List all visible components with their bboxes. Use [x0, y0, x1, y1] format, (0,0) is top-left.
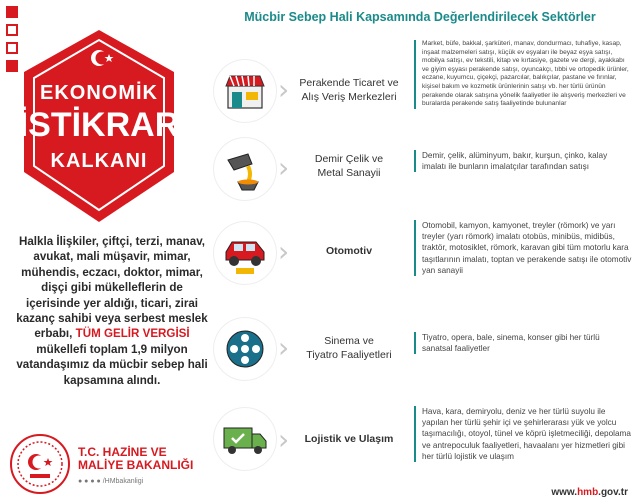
molten-metal-icon — [214, 138, 276, 200]
left-summary-text — [14, 234, 210, 388]
chevron-right-icon: › — [278, 151, 290, 184]
chevron-right-icon: › — [278, 73, 290, 106]
sector-name — [290, 432, 408, 446]
badge-line-economic: EKONOMİK — [40, 82, 158, 104]
social-icons: ● ● ● ● — [78, 478, 103, 485]
sector-name — [290, 334, 408, 362]
ministry-emblem-icon — [8, 432, 72, 496]
sector-name-line1: Lojistik ve Ulaşım — [304, 433, 394, 445]
website-url[interactable] — [551, 487, 628, 498]
sector-description: Otomobil, kamyon, kamyonet, treyler (römork) ve yarı treyler (yarı römork) imalatı otobüs, minibüs, midibüs, traktör, motosiklet, römork, karavan gibi tüm motorlu kara taşıtlarının imalatı, toptan ve perakende satışı ile otomotiv yan sanayii — [414, 220, 632, 276]
square-icon — [6, 6, 18, 18]
sector-name-line1: Demir Çelik ve — [314, 153, 384, 165]
sector-description: Hava, kara, demiryolu, deniz ve her türlü suyolu ile yapılan her türlü şehir içi ve şehirlerarası yük ve yolcu taşımacılığı, otoyol, tünel ve köprü işletmeciliği, depolama ve antrepoculuk faaliyetleri, havaalanı yer hizmetleri gibi her türlü lojistik ve ulaşım — [414, 406, 632, 462]
car-service-icon — [214, 222, 276, 284]
sector-name — [290, 152, 408, 180]
sector-name-line2: Alış Veriş Merkezleri — [301, 91, 397, 103]
summary-highlight: TÜM GELİR VERGİSİ — [75, 327, 190, 341]
chevron-right-icon: › — [278, 331, 290, 364]
sector-description: Market, büfe, bakkal, şarküteri, manav, dondurmacı, tuhafiye, kasap, inşaat malzemeleri satışı, küçük ev eşyaları ile beyaz eşya satışı, mobilya satışı, ev tekstili, kitap ve kırtasiye, gazete ve dergi, ayakkabı ve giyim eşyası perakende satışı, oyuncakçı, tıbbi ve ortopedik ürünler, eczane, kuyumcu, çiçekçi, pazarcılar, balıkçılar, pastane ve fırınlar, kişisel bakım ve kozmetik ürünlerinin satışı vb. her türlü ürünün perakende olarak satışına yönelik faaliyetler ile alışveriş merkezleri ve buralarda perakende satış faaliyetinde bulunanlar — [414, 40, 632, 109]
sector-name-line2: Metal Sanayii — [317, 167, 381, 179]
social-handle — [78, 478, 143, 485]
delivery-truck-icon — [214, 408, 276, 470]
sector-name-line1: Otomotiv — [325, 245, 373, 257]
url-prefix: www. — [551, 487, 578, 498]
sector-name — [290, 76, 408, 104]
sector-description: Demir, çelik, alüminyum, bakır, kurşun, çinko, kalay imalatı ile bunların imalatçılar tarafından satışı — [414, 150, 632, 172]
page-title: Mücbir Sebep Hali Kapsamında Değerlendirilecek Sektörler — [244, 10, 596, 24]
left-panel — [0, 0, 210, 504]
sector-name — [290, 244, 408, 258]
sector-description: Tiyatro, opera, bale, sinema, konser gibi her türlü sanatsal faaliyetler — [414, 332, 632, 354]
social-handle-text: /HMbakanligi — [102, 478, 144, 485]
chevron-right-icon: › — [278, 423, 290, 456]
ministry-name-line1: T.C. HAZİNE VE — [78, 445, 167, 459]
economic-stability-badge — [14, 22, 184, 232]
film-reel-icon — [214, 318, 276, 380]
badge-line-stability: İSTİKRAR — [18, 106, 180, 144]
url-suffix: .gov.tr — [598, 487, 628, 498]
ministry-name — [78, 446, 193, 472]
badge-line-shield: KALKANI — [50, 150, 148, 172]
chevron-right-icon: › — [278, 235, 290, 268]
sector-name-line2: Tiyatro Faaliyetleri — [306, 349, 392, 361]
url-domain: hmb — [577, 487, 599, 498]
summary-part1: Halkla İlişkiler, çiftçi, terzi, manav, avukat, mali müşavir, mimar, mühendis, eczacı, doktor, mimar, dişçi gibi mükelleflerin de içerisinde yer aldığı, ticari, zirai kazanç sahibi veya serbest meslek erbabı, — [16, 235, 208, 341]
summary-part2: mükellefi toplam 1,9 milyon vatandaşımız da mücbir sebep hali kapsamına alındı. — [16, 342, 208, 387]
ministry-logo — [8, 432, 208, 498]
sector-name-line1: Perakende Ticaret ve — [299, 77, 399, 89]
ministry-name-line2: MALİYE BAKANLIĞI — [78, 458, 194, 472]
sector-name-line1: Sinema ve — [324, 335, 374, 347]
storefront-icon — [214, 60, 276, 122]
